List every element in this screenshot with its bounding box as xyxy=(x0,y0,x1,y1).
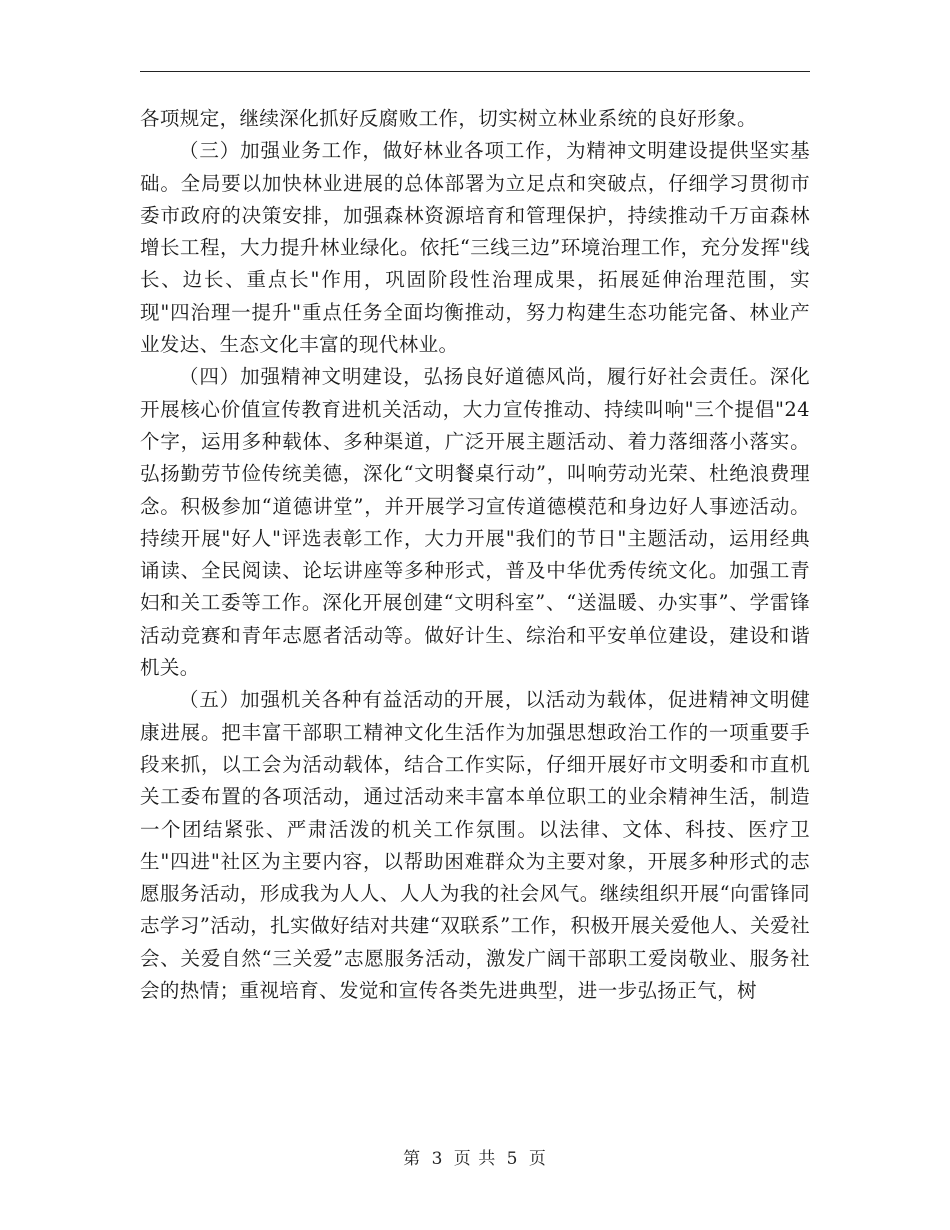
page-footer xyxy=(0,1144,950,1169)
paragraph-section-5: （五）加强机关各种有益活动的开展，以活动为载体，促进精神文明健康进展。把丰富干部职工精神文化生活作为加强思想政治工作的一项重要手段来抓，以工会为活动载体，结合工作实际，仔细开展好市文明委和市直机关工委布置的各项活动，通过活动来丰富本单位职工的业余精神生活，制造一个团结紧张、严肃活泼的机关工作氛围。以法律、文体、科技、医疗卫生"四进"社区为主要内容，以帮助困难群众为主要对象，开展多种形式的志愿服务活动，形成我为人人、人人为我的社会风气。继续组织开展“向雷锋同志学习”活动，扎实做好结对共建“双联系”工作，积极开展关爱他人、关爱社会、关爱自然“三关爱”志愿服务活动，激发广阔干部职工爱岗敬业、服务社会的热情；重视培育、发觉和宣传各类先进典型，进一步弘扬正气，树 xyxy=(140,688,810,1003)
footer-mid: 页 共 xyxy=(453,1149,497,1169)
paragraph-section-4: （四）加强精神文明建设，弘扬良好道德风尚，履行好社会责任。深化开展核心价值宣传教育进机关活动，大力宣传推动、持续叫响"三个提倡"24个字，运用多种载体、多种渠道，广泛开展主题活动、着力落细落小落实。弘扬勤劳节俭传统美德，深化“文明餐桌行动”，叫响劳动光荣、杜绝浪费理念。积极参加“道德讲堂”，并开展学习宣传道德模范和身边好人事迹活动。持续开展"好人"评选表彰工作，大力开展"我们的节日"主题活动，运用经典诵读、全民阅读、论坛讲座等多种形式，普及中华优秀传统文化。加强工青妇和关工委等工作。深化开展创建“文明科室”、“送温暖、办实事”、学雷锋活动竞赛和青年志愿者活动等。做好计生、综治和平安单位建设，建设和谐机关。 xyxy=(140,365,810,680)
paragraph-continued: 各项规定，继续深化抓好反腐败工作，切实树立林业系统的良好形象。 xyxy=(140,107,757,130)
header-rule xyxy=(140,71,810,72)
footer-page-number: 3 xyxy=(431,1149,444,1169)
footer-total-pages: 5 xyxy=(506,1149,519,1169)
document-body xyxy=(140,103,810,1007)
footer-suffix: 页 xyxy=(528,1149,547,1169)
paragraph-section-3: （三）加强业务工作，做好林业各项工作，为精神文明建设提供坚实基础。全局要以加快林业进展的总体部署为立足点和突破点，仔细学习贯彻市委市政府的决策安排，加强森林资源培育和管理保护，持续推动千万亩森林增长工程，大力提升林业绿化。依托“三线三边”环境治理工作，充分发挥"线长、边长、重点长"作用，巩固阶段性治理成果，拓展延伸治理范围，实现"四治理一提升"重点任务全面均衡推动，努力构建生态功能完备、林业产业发达、生态文化丰富的现代林业。 xyxy=(140,139,810,357)
footer-prefix: 第 xyxy=(403,1149,422,1169)
